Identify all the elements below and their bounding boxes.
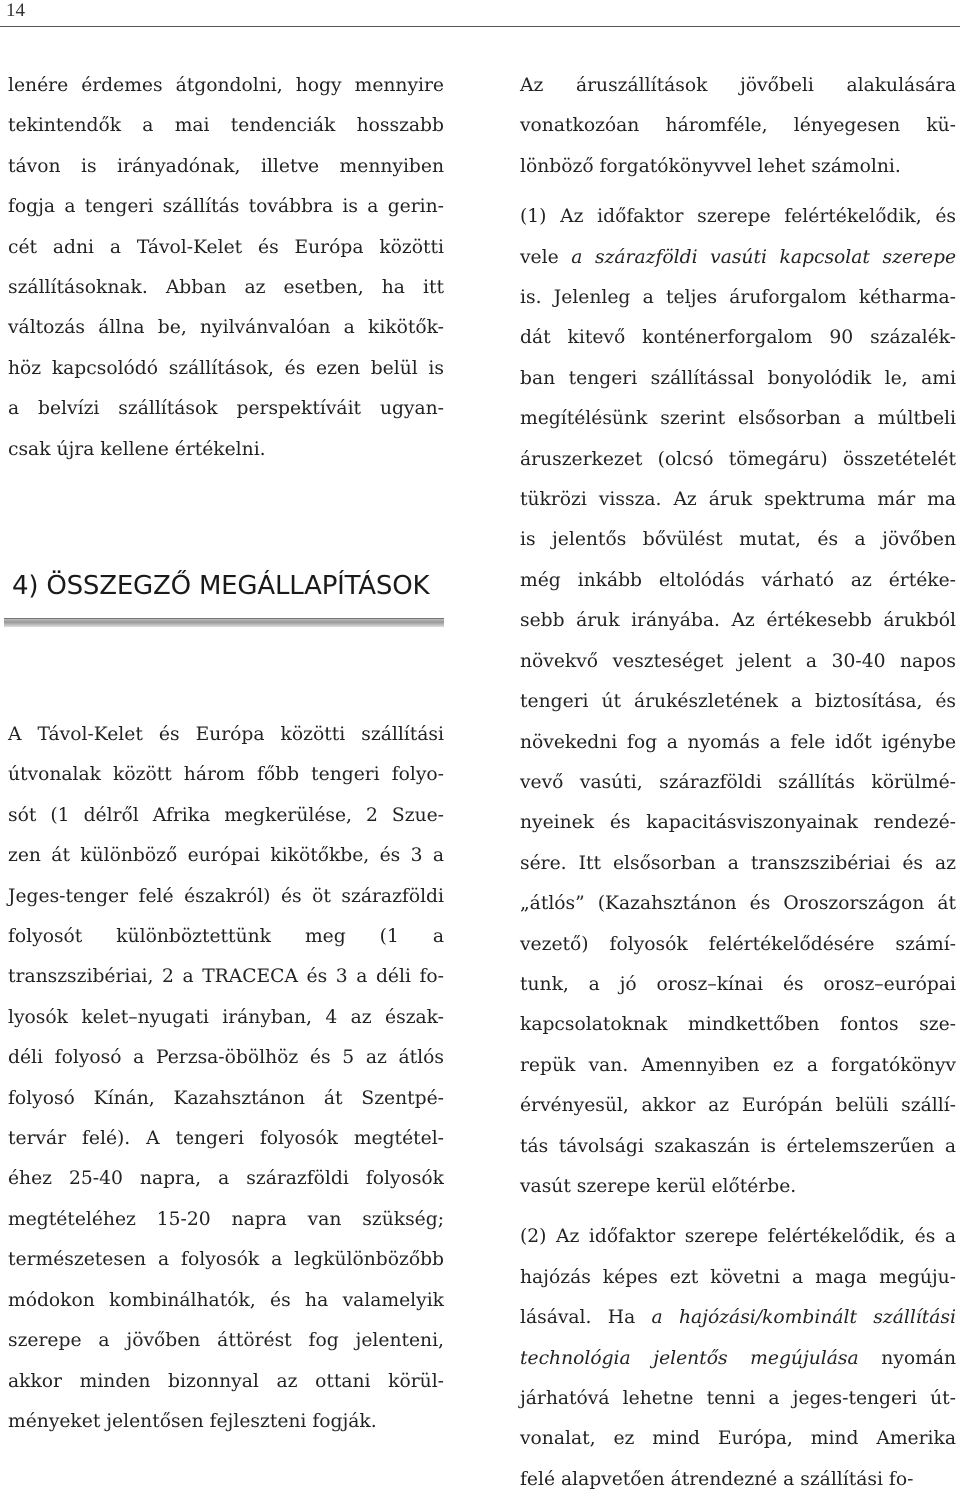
emphasis: a szárazföldi vasúti kapcsolat szerepe — [571, 246, 957, 268]
text-line: csak újra kellene értékelni. — [8, 438, 266, 460]
text-line: tás távolsági szakaszán is értelemszerűen a — [520, 1135, 956, 1157]
text-line: ban tengeri szállítással bonyolódik le, ami — [520, 367, 956, 389]
text-line: repük van. Amennyiben ez a forgatókönyv — [520, 1054, 956, 1076]
text-line: járhatóvá lehetne tenni a jeges-tengeri út- — [520, 1388, 956, 1409]
right-column — [520, 66, 956, 1500]
paragraph-scenario-2 — [520, 1217, 956, 1500]
text-line: szállításoknak. Abban az esetben, ha itt — [8, 277, 444, 299]
text-line: megtételéhez 15-20 napra van szükség; — [8, 1208, 444, 1230]
text-line: lásával. Ha a hajózási/kombinált szállítási — [520, 1307, 956, 1329]
text-line: Az áruszállítások jövőbeli alakulására — [520, 75, 956, 96]
left-column-body — [8, 715, 444, 1442]
section-heading-rule — [4, 618, 444, 627]
text-line: folyosót különböztettünk meg (1 a — [8, 926, 444, 948]
text-line: ményeket jelentősen fejleszteni fogják. — [8, 1410, 377, 1432]
text-line: vezető) folyosók felértékelődésére számí- — [520, 933, 956, 955]
text-line: vele a szárazföldi vasúti kapcsolat szerepe — [520, 246, 957, 268]
text-line: A Távol-Kelet és Európa közötti szállítási — [8, 724, 444, 745]
text-line: tervár felé). A tengeri folyosók megtétel- — [8, 1128, 444, 1150]
text-line: dát kitevő konténerforgalom 90 százalék- — [520, 327, 956, 349]
page-number: 14 — [6, 0, 25, 21]
text-line: még inkább eltolódás várható az értéke- — [520, 569, 956, 591]
text-line: sót (1 délről Afrika megkerülése, 2 Szue- — [8, 804, 444, 826]
text-line: érvényesül, akkor az Európán belüli szállí- — [520, 1095, 956, 1117]
text-line: lyosók kelet–nyugati irányban, 4 az észak- — [8, 1006, 444, 1028]
text-line: áruszerkezet (olcsó tömegáru) összetételét — [520, 448, 956, 470]
text-line: Jeges-tenger felé északról) és öt szárazföldi — [8, 885, 444, 907]
text-line: sére. Itt elsősorban a transzszibériai és az — [520, 852, 956, 874]
text-line: folyosó Kínán, Kazahsztánon át Szentpé- — [8, 1087, 444, 1109]
section-heading — [4, 566, 444, 627]
text-line: tekintendők a mai tendenciák hosszabb — [8, 115, 444, 137]
text-line: akkor minden bizonnyal az ottani körül- — [8, 1370, 444, 1392]
text-line: természetesen a folyosók a legkülönbözőbb — [8, 1249, 444, 1271]
text-line: technológia jelentős megújulása nyomán — [520, 1347, 956, 1369]
left-column-intro — [8, 66, 444, 470]
text-line: is jelentős bővülést mutat, és a jövőben — [520, 529, 956, 551]
text-line: vasút szerepe kerül előtérbe. — [520, 1175, 797, 1197]
text-line: transzszibériai, 2 a TRACECA és 3 a déli fo- — [8, 966, 444, 988]
text-line: vonalat, ez mind Európa, mind Amerika — [520, 1428, 956, 1450]
text-line: növekvő veszteséget jelent a 30-40 napos — [520, 650, 956, 672]
text-line: szerepe a jövőben áttörést fog jelenteni, — [8, 1330, 444, 1352]
paragraph-scenario-1 — [520, 197, 956, 1207]
text-line: (2) Az időfaktor szerepe felértékelődik, és a — [520, 1226, 956, 1248]
text-line: tunk, a jó orosz–kínai és orosz–európai — [520, 973, 956, 995]
paragraph-scenarios-intro — [520, 66, 956, 187]
emphasis: a hajózási/kombinált szállítási — [651, 1307, 956, 1329]
text-line: útvonalak között három főbb tengeri folyo- — [8, 764, 444, 786]
section-heading-text: 4) ÖSSZEGZŐ MEGÁLLAPÍTÁSOK — [12, 571, 430, 601]
text-line: tükrözi vissza. Az áruk spektruma már ma — [520, 489, 956, 511]
text-line: módokon kombinálhatók, és ha valamelyik — [8, 1289, 444, 1311]
text-line: fogja a tengeri szállítás továbbra is a gerin- — [8, 196, 444, 218]
text-line: a belvízi szállítások perspektíváit ugyan- — [8, 398, 444, 420]
text-line: lönböző forgatókönyvvel lehet számolni. — [520, 155, 901, 177]
text-line: éhez 25-40 napra, a szárazföldi folyosók — [8, 1168, 444, 1190]
text-line: megítélésünk szerint elsősorban a múltbeli — [520, 408, 956, 430]
text-line: „átlós” (Kazahsztánon és Oroszországon át — [520, 893, 956, 915]
emphasis: technológia jelentős megújulása — [520, 1347, 859, 1369]
text-line: höz kapcsolódó szállítások, és ezen belül is — [8, 357, 444, 379]
text-line: nyeinek és kapacitásviszonyainak rendezé- — [520, 812, 956, 834]
text-line: zen át különböző európai kikötőkbe, és 3 a — [8, 845, 444, 867]
header-rule — [0, 26, 960, 27]
text-line: növekedni fog a nyomás a fele időt igénybe — [520, 731, 956, 753]
text-line: lenére érdemes átgondolni, hogy mennyire — [8, 75, 444, 96]
text-line: vevő vasúti, szárazföldi szállítás körülmé- — [520, 771, 956, 793]
text-line: kapcsolatoknak mindkettőben fontos sze- — [520, 1014, 956, 1036]
text-line: (1) Az időfaktor szerepe felértékelődik, és — [520, 206, 956, 228]
text-line: cét adni a Távol-Kelet és Európa közötti — [8, 236, 444, 258]
text-line: távon is irányadónak, illetve mennyiben — [8, 155, 444, 177]
text-line: hajózás képes ezt követni a maga megúju- — [520, 1266, 956, 1288]
text-line: felé alapvetően átrendezné a szállítási fo- — [520, 1468, 914, 1490]
text-line: vonatkozóan háromféle, lényegesen kü- — [520, 115, 956, 137]
text-line: sebb áruk irányába. Az értékesebb árukból — [520, 610, 956, 632]
text-line: tengeri út árukészletének a biztosítása, és — [520, 691, 956, 713]
text-line: változás állna be, nyilvánvalóan a kikötők- — [8, 317, 444, 339]
text-line: is. Jelenleg a teljes áruforgalom kétharma- — [520, 287, 956, 309]
text-line: déli folyosó a Perzsa-öbölhöz és 5 az átlós — [8, 1047, 444, 1069]
